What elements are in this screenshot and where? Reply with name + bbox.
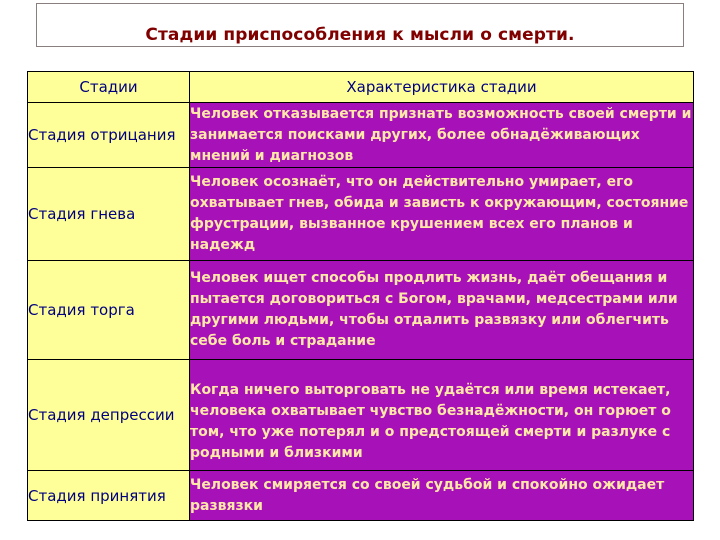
stages-table <box>27 71 694 521</box>
stage-description: Человек смиряется со своей судьбой и спокойно ожидает развязки <box>190 471 694 521</box>
page-title: Стадии приспособления к мысли о смерти. <box>145 25 575 45</box>
header-characteristic: Характеристика стадии <box>190 72 694 103</box>
stage-description: Человек осознаёт, что он действительно умирает, его охватывает гнев, обида и зависть к окружающим, состояние фрустрации, вызванное крушением всех его планов и надежд <box>190 168 694 261</box>
table-row <box>28 360 694 471</box>
stage-name: Стадия гнева <box>28 168 190 261</box>
stage-name: Стадия отрицания <box>28 103 190 168</box>
table-row <box>28 261 694 360</box>
table-row <box>28 471 694 521</box>
header-stages: Стадии <box>28 72 190 103</box>
table-header-row <box>28 72 694 103</box>
stage-description: Человек отказывается признать возможность своей смерти и занимается поисками других, более обнадёживающих мнений и диагнозов <box>190 103 694 168</box>
table-row <box>28 168 694 261</box>
table-row <box>28 103 694 168</box>
stage-name: Стадия депрессии <box>28 360 190 471</box>
stage-description: Человек ищет способы продлить жизнь, даёт обещания и пытается договориться с Богом, врачами, медсестрами или другими людьми, чтобы отдалить развязку или облегчить себе боль и страдание <box>190 261 694 360</box>
stage-name: Стадия принятия <box>28 471 190 521</box>
stage-description: Когда ничего выторговать не удаётся или время истекает, человека охватывает чувство безнадёжности, он горюет о том, что уже потерял и о предстоящей смерти и разлуке с родными и близкими <box>190 360 694 471</box>
stage-name: Стадия торга <box>28 261 190 360</box>
